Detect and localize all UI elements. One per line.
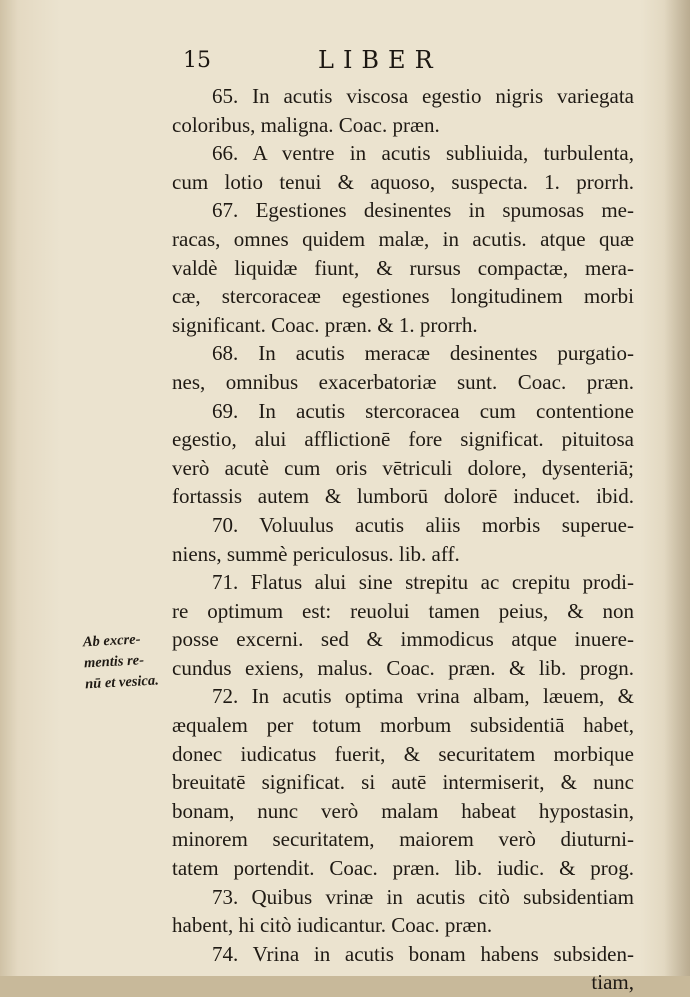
page-edge-shadow [664,0,690,976]
page-number: 15 [183,48,211,73]
page-header [0,44,690,78]
text-line: 67. Egestiones desinentes in spumosas me- [212,198,634,223]
text-line: 73. Quibus vrinæ in acutis citò subsidentiam [212,884,634,909]
text-line: significant. Coac. præn. & 1. prorrh. [172,312,478,337]
text-line: 72. In acutis optima vrina albam, læuem, & [212,684,634,709]
text-line: 66. A ventre in acutis subliuida, turbulenta, [212,141,634,166]
text-line: cum lotio tenui & aquoso, suspecta. 1. prorrh. [172,169,634,194]
margin-note-line: Ab excre- [82,631,141,651]
text-line: niens, summè periculosus. lib. aff. [172,541,460,566]
text-line: 68. In acutis meracæ desinentes purgatio- [212,341,634,366]
text-line: æqualem per totum morbum subsidentiā habet, [172,713,634,738]
text-line: tiam, [591,970,634,995]
text-line: breuitatē significat. si autē intermiserit, & nunc [172,770,634,795]
text-line: 74. Vrina in acutis bonam habens subsiden- [212,941,634,966]
body-text [172,82,634,997]
text-line: tatem portendit. Coac. præn. lib. iudic. & prog. [172,856,634,881]
margin-note [82,628,175,696]
text-line: valdè liquidæ fiunt, & rursus compactæ, mera- [172,255,634,280]
margin-note-line: nū et vesica. [84,672,160,693]
text-line: verò acutè cum oris vētriculi dolore, dysenteriā; [172,455,634,480]
text-line: egestio, alui afflictionē fore significat. pituitosa [172,427,634,452]
text-line: 69. In acutis stercoracea cum contentione [212,398,634,423]
margin-note-line: mentis re- [83,652,145,672]
text-line: cundus exiens, malus. Coac. præn. & lib. progn. [172,655,634,680]
text-line: donec iudicatus fuerit, & securitatem morbique [172,741,634,766]
text-line: nes, omnibus exacerbatoriæ sunt. Coac. præn. [172,369,634,394]
text-line: re optimum est: reuolui tamen peius, & non [172,598,634,623]
text-line: 71. Flatus alui sine strepitu ac crepitu prodi- [212,570,634,595]
running-head: LIBER [318,46,442,74]
text-line: posse excerni. sed & immodicus atque inuere- [172,627,634,652]
text-line: 65. In acutis viscosa egestio nigris variegata [212,84,634,108]
text-line: bonam, nunc verò malam habeat hypostasin, [172,798,634,823]
text-line: coloribus, maligna. Coac. præn. [172,112,440,137]
text-line: habent, hi citò iudicantur. Coac. præn. [172,913,493,938]
text-line: cæ, stercoraceæ egestiones longitudinem morbi [172,284,634,309]
text-line: 70. Voluulus acutis aliis morbis superue- [212,512,634,537]
text-line: fortassis autem & lumborū dolorē inducet. ibid. [172,484,634,509]
text-line: racas, omnes quidem malæ, in acutis. atque quæ [172,226,634,251]
text-line: minorem securitatem, maiorem verò diuturni- [172,827,634,852]
